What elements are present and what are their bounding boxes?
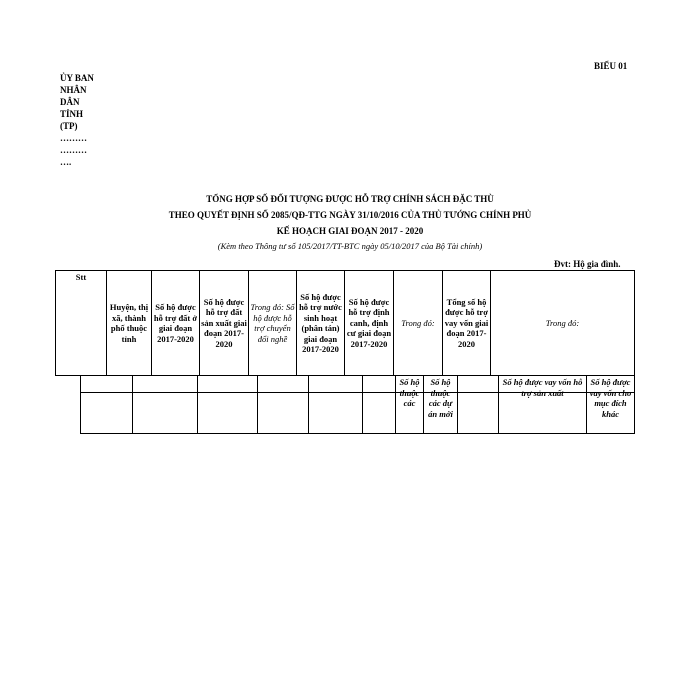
agency-line: DÂN [60,97,80,107]
subheader-other-loans: Số hộ được vay vốn cho mục đích khác [589,377,632,419]
header-settlement: Số hộ được hỗ trợ định canh, định cư giai đoạn 2017-2020 [346,296,392,349]
agency-block [60,72,94,168]
header-of-which-1: Trong đó: [401,317,435,328]
subheader-existing-projects: Số hộ thuộc các [399,377,420,408]
title-line-2: THEO QUYẾT ĐỊNH SỐ 2085/QĐ-TTG NGÀY 31/10/2016 CỦA THỦ TƯỚNG CHÍNH PHỦ [168,210,532,220]
agency-line: NHÂN [60,85,87,95]
agency-line: ……… [60,133,87,143]
header-career-change: Trong đó: Số hộ được hỗ trợ chuyển đổi nghề [250,302,295,344]
header-loans-total: Tổng số hộ được hỗ trợ vay vốn giai đoạn 2017-2020 [444,296,489,349]
subheader-new-projects: Số hộ thuộc các dự án mới [428,377,453,419]
title-line-1: TỔNG HỢP SỐ ĐỐI TƯỢNG ĐƯỢC HỖ TRỢ CHÍNH SÁCH ĐẶC THÙ [206,194,494,204]
header-water: Số hộ được hỗ trợ nước sinh hoạt (phân tán) giai đoạn 2017-2020 [299,291,342,354]
subheader-production-loans: Số hộ được vay vốn hỗ trợ sản xuất [502,377,583,398]
header-of-which-2: Trong đó: [545,317,580,328]
form-code: BIỂU 01 [594,61,628,71]
header-production-land: Số hộ được hỗ trợ đất sản xuất giai đoạn 2017-2020 [201,296,247,349]
header-district: Huyện, thị xã, thành phố thuộc tỉnh [109,302,149,344]
header-land: Số hộ được hỗ trợ đất ở giai đoạn 2017-2020 [153,302,198,344]
unit-label: Đvt: Hộ gia đình. [554,259,621,269]
title-note: (Kèm theo Thông tư số 105/2017/TT-BTC ngày 05/10/2017 của Bộ Tài chính) [217,241,483,251]
agency-line: ……… [60,145,87,155]
agency-line: ỦY BAN [60,73,94,83]
agency-line: (TP) [60,121,78,131]
agency-line: …. [60,157,72,167]
header-stt: Stt [75,272,87,282]
agency-line: TỈNH [60,109,84,119]
title-line-3: KẾ HOẠCH GIAI ĐOẠN 2017 - 2020 [276,226,424,236]
